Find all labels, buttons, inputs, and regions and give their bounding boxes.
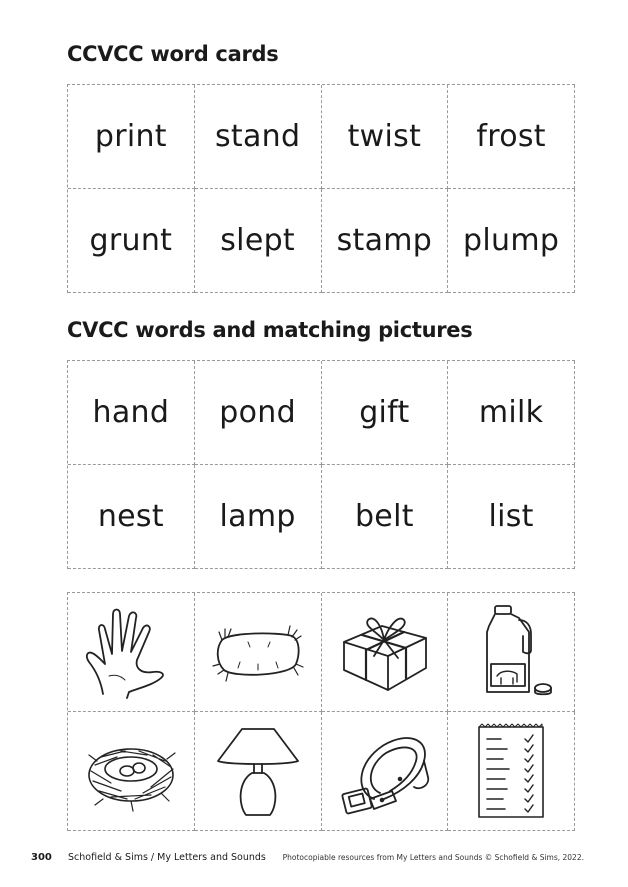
word-card-text: list — [488, 499, 534, 534]
word-card-text: nest — [97, 499, 164, 534]
word-card-text: slept — [220, 223, 295, 258]
word-card-text: stand — [214, 119, 301, 154]
picture-card — [322, 712, 449, 831]
word-card — [195, 465, 322, 569]
lamp-icon — [208, 721, 308, 821]
word-card — [322, 85, 449, 189]
cvcc-word-cards-grid — [67, 360, 575, 569]
publisher-label: Schofield & Sims / My Letters and Sounds — [68, 852, 266, 863]
milk-icon — [461, 602, 561, 702]
word-card-text: pond — [219, 395, 296, 430]
word-card — [68, 361, 195, 465]
word-card — [68, 189, 195, 293]
word-card — [195, 189, 322, 293]
word-card-text: twist — [347, 119, 422, 154]
belt-icon — [334, 721, 434, 821]
word-card — [195, 85, 322, 189]
word-card — [322, 361, 449, 465]
word-card-text: frost — [476, 119, 546, 154]
word-card — [322, 465, 449, 569]
word-card-text: stamp — [336, 223, 433, 258]
word-card — [195, 361, 322, 465]
word-card-text: hand — [92, 395, 170, 430]
hand-icon — [81, 602, 181, 702]
picture-card — [448, 593, 575, 712]
word-card-text: belt — [354, 499, 414, 534]
nest-icon — [81, 721, 181, 821]
ccvcc-word-cards-grid — [67, 84, 575, 293]
pond-icon — [208, 602, 308, 702]
word-card — [448, 189, 575, 293]
gift-icon — [334, 602, 434, 702]
word-card — [448, 85, 575, 189]
copyright-credit: Photocopiable resources from My Letters and Sounds © Schofield & Sims, 2022. — [282, 853, 584, 862]
word-card-text: lamp — [219, 499, 296, 534]
picture-cards-grid — [67, 592, 575, 831]
word-card — [68, 85, 195, 189]
page-number: 300 — [31, 852, 52, 863]
list-icon — [461, 721, 561, 821]
word-card-text: milk — [478, 395, 544, 430]
picture-card — [195, 593, 322, 712]
word-card-text: print — [94, 119, 167, 154]
word-card-text: plump — [463, 223, 560, 258]
section-title-ccvcc: CCVCC word cards — [67, 42, 279, 66]
picture-card — [68, 593, 195, 712]
picture-card — [448, 712, 575, 831]
section-title-cvcc: CVCC words and matching pictures — [67, 318, 473, 342]
page-footer — [31, 852, 584, 868]
word-card — [322, 189, 449, 293]
picture-card — [68, 712, 195, 831]
word-card-text: gift — [359, 395, 410, 430]
word-card — [448, 361, 575, 465]
word-card-text: grunt — [89, 223, 173, 258]
word-card — [448, 465, 575, 569]
picture-card — [195, 712, 322, 831]
word-card — [68, 465, 195, 569]
picture-card — [322, 593, 449, 712]
